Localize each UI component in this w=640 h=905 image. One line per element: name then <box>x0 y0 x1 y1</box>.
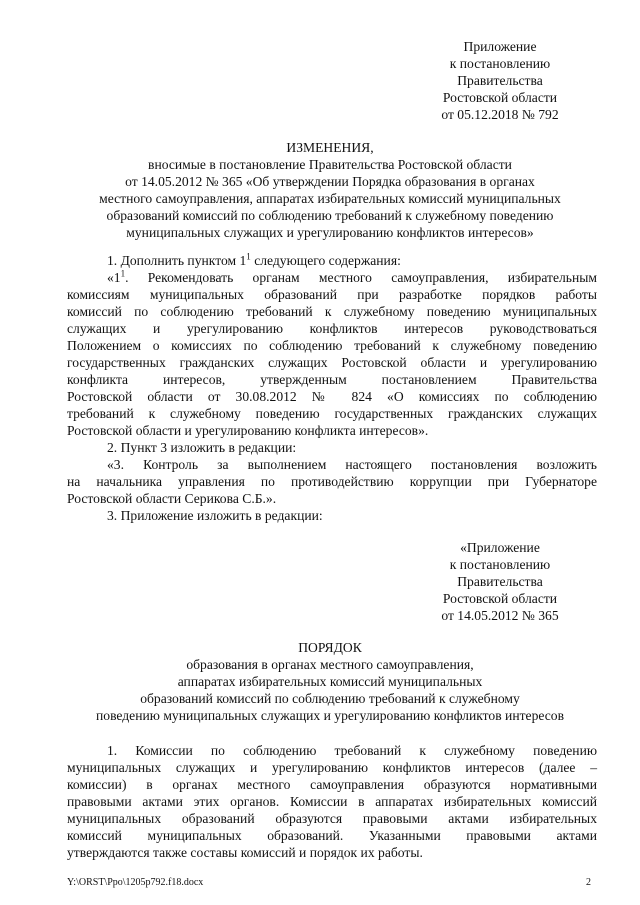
quoted-header-line: к постановлению <box>449 557 551 572</box>
order-item-1-line: 1. Комиссии по соблюдению требований к служебному поведению <box>107 743 597 758</box>
item-2-line: на начальника управления по противодействию коррупции при Губернаторе <box>67 474 597 489</box>
order-item-1-line: муниципальных образований образуются правовыми актами избирательных <box>67 811 597 826</box>
quoted-header-line: от 14.05.2012 № 365 <box>441 608 559 623</box>
appendix-header-line: Правительства <box>457 73 543 88</box>
order-item-1-line: муниципальных служащих и урегулированию конфликтов интересов (далее – <box>67 760 597 775</box>
footer-file-path: Y:\ORST\Ppo\1205p792.f18.docx <box>67 877 204 888</box>
item-1-line: государственных гражданских служащих Ростовской области и урегулированию <box>67 355 597 370</box>
order-subtitle-line: аппаратах избирательных комиссий муниципальных <box>177 674 483 689</box>
item-1-line: Положением о комиссиях по соблюдению требований к служебному поведению <box>67 338 597 353</box>
order-item-1-line: правовыми актами этих органов. Комиссии в аппаратах избирательных комиссий <box>67 794 597 809</box>
changes-subtitle-line: вносимые в постановление Правительства Ростовской области <box>148 157 512 172</box>
item-3-intro: 3. Приложение изложить в редакции: <box>107 508 323 523</box>
appendix-header-line: Ростовской области <box>442 90 558 105</box>
changes-title: ИЗМЕНЕНИЯ, <box>286 140 374 155</box>
item-1-line: комиссий по соблюдению требований к служебному поведению муниципальных <box>67 304 597 319</box>
item-1-line: конфликта интересов, утвержденным постановлением Правительства <box>67 372 597 387</box>
order-item-1-line: комиссий муниципальных образований. Указанными правовыми актами <box>67 828 597 843</box>
order-title: ПОРЯДОК <box>298 640 362 655</box>
item-1-line: Ростовской области от 30.08.2012 № 824 «О комиссиях по соблюдению <box>67 389 597 404</box>
order-subtitle-line: поведению муниципальных служащих и урегулированию конфликтов интересов <box>96 708 564 723</box>
changes-subtitle-line: муниципальных служащих и урегулированию конфликтов интересов» <box>126 225 534 240</box>
item-1-last-line: Ростовской области и урегулированию конфликта интересов». <box>67 423 429 438</box>
item-2-line: «3. Контроль за выполнением настоящего постановления возложить <box>107 457 597 472</box>
item-1-line: комиссиям муниципальных образований при разработке порядков работы <box>67 287 597 302</box>
item-1-intro: 1. Дополнить пунктом $1^1$ следующего содержания: <box>107 251 401 268</box>
order-item-1-line: комиссии) в органах местного самоуправления образуются нормативными <box>67 777 597 792</box>
order-subtitle-line: образования в органах местного самоуправления, <box>186 657 474 672</box>
quoted-header-line: Ростовской области <box>442 591 558 606</box>
item-1-line: требований к служебному поведению государственных гражданских служащих <box>67 406 597 421</box>
order-item-1-last-line: утверждаются также составы комиссий и порядок их работы. <box>67 845 423 860</box>
item-2-intro: 2. Пункт 3 изложить в редакции: <box>107 440 297 455</box>
quoted-header-line: Правительства <box>457 574 543 589</box>
appendix-header-line: Приложение <box>463 39 537 54</box>
quoted-header-line: «Приложение <box>460 540 540 555</box>
appendix-header-line: от 05.12.2018 № 792 <box>441 107 559 122</box>
order-subtitle-line: образований комиссий по соблюдению требований к служебному <box>140 691 520 706</box>
changes-subtitle-line: от 14.05.2012 № 365 «Об утверждении Порядка образования в органах <box>125 174 535 189</box>
changes-subtitle-line: образований комиссий по соблюдению требований к служебному поведению <box>106 208 554 223</box>
item-1-first-line: «$1^1$. Рекомендовать органам местного самоуправления, избирательным <box>107 268 597 285</box>
item-2-last-line: Ростовской области Серикова С.Б.». <box>67 491 277 506</box>
changes-subtitle-line: местного самоуправления, аппаратах избирательных комиссий муниципальных <box>99 191 561 206</box>
page-number: 2 <box>586 877 591 888</box>
item-1-line: служащих и урегулированию конфликтов интересов руководствоваться <box>67 321 597 336</box>
appendix-header-line: к постановлению <box>449 56 551 71</box>
